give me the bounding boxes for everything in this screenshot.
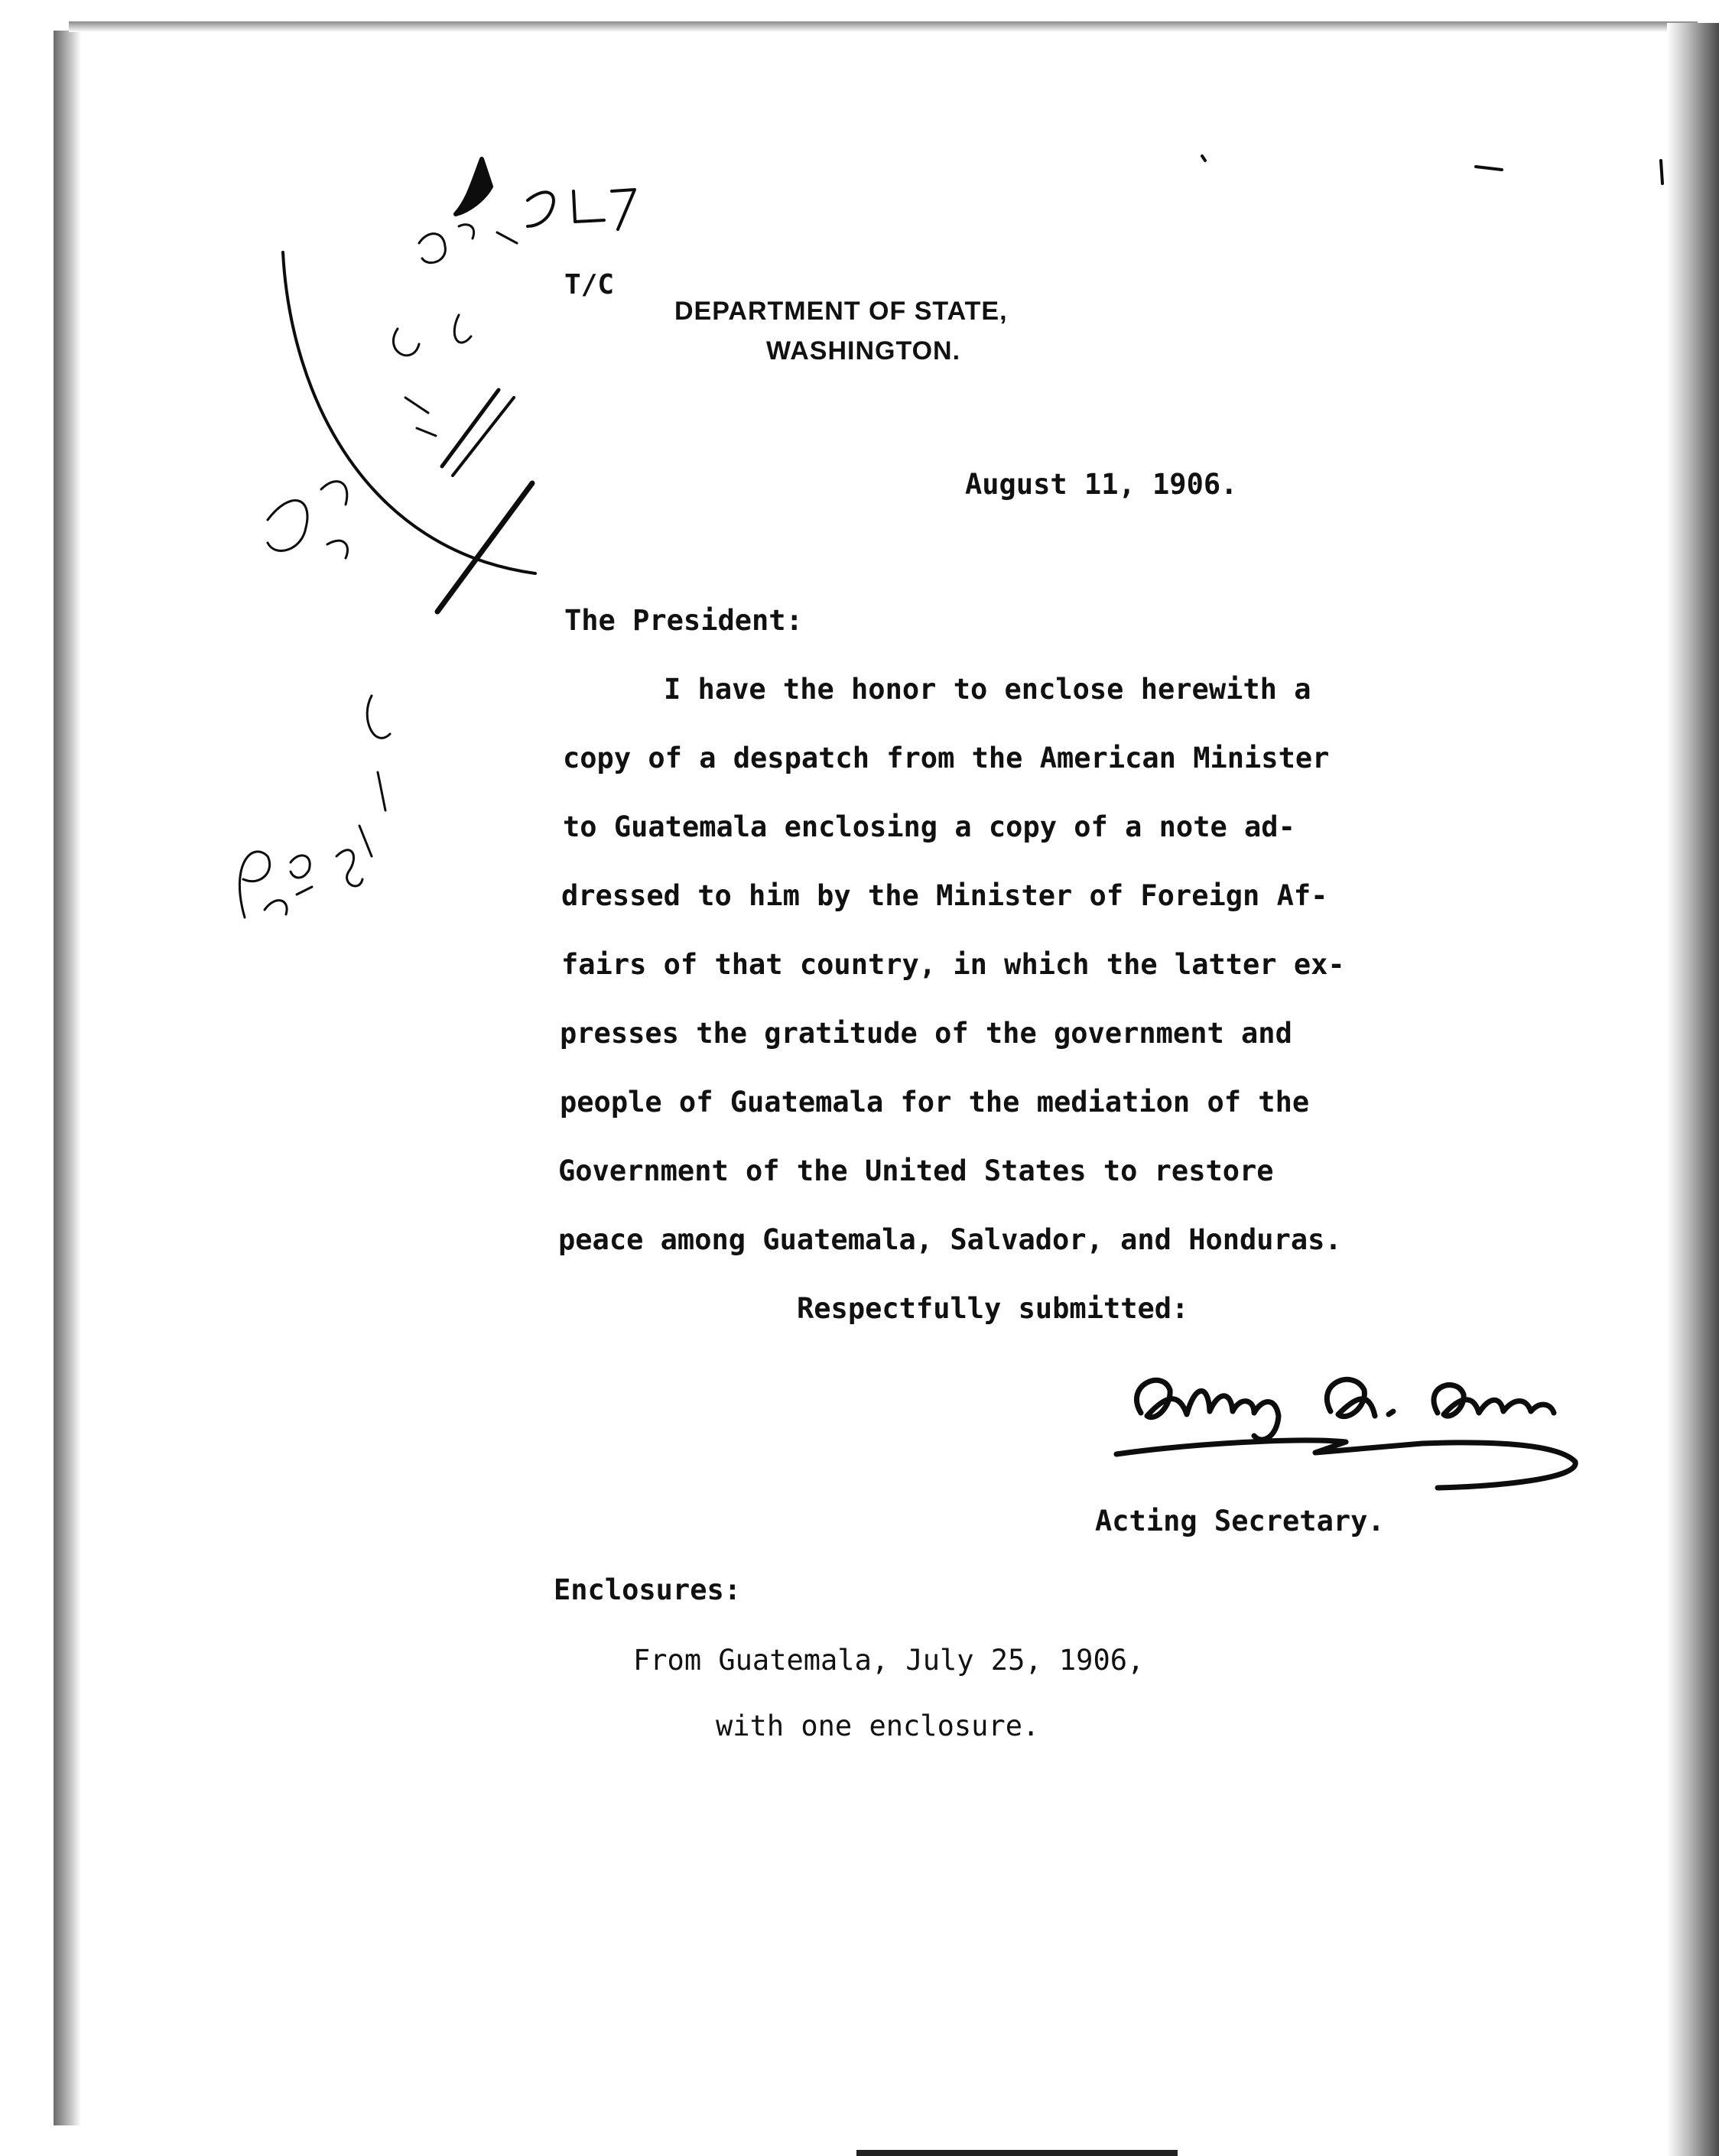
enclosures-heading: Enclosures: <box>554 1573 742 1606</box>
letter-date: August 11, 1906. <box>965 468 1238 501</box>
salutation: The President: <box>564 604 803 637</box>
letterhead-department: DEPARTMENT OF STATE, <box>674 297 1008 326</box>
body-line-6: presses the gratitude of the government and <box>560 1017 1292 1050</box>
closing: Respectfully submitted: <box>797 1292 1189 1325</box>
tc-mark: T/C <box>564 269 615 300</box>
body-line-4: dressed to him by the Minister of Foreign Af- <box>561 879 1328 912</box>
body-line-1: I have the honor to enclose herewith a <box>664 673 1311 706</box>
signature-title: Acting Secretary. <box>1095 1505 1385 1537</box>
letterhead-city: WASHINGTON. <box>766 336 961 365</box>
body-line-7: people of Guatemala for the mediation of the <box>560 1086 1310 1119</box>
body-line-2: copy of a despatch from the American Minister <box>563 742 1330 774</box>
body-line-8: Government of the United States to restore <box>558 1154 1274 1187</box>
enclosure-line-2: with one enclosure. <box>716 1710 1040 1742</box>
enclosure-line-1: From Guatemala, July 25, 1906, <box>633 1644 1145 1677</box>
body-line-9: peace among Guatemala, Salvador, and Honduras. <box>558 1223 1342 1256</box>
body-line-5: fairs of that country, in which the latter ex- <box>561 948 1345 981</box>
body-line-3: to Guatemala enclosing a copy of a note ad- <box>563 810 1295 843</box>
